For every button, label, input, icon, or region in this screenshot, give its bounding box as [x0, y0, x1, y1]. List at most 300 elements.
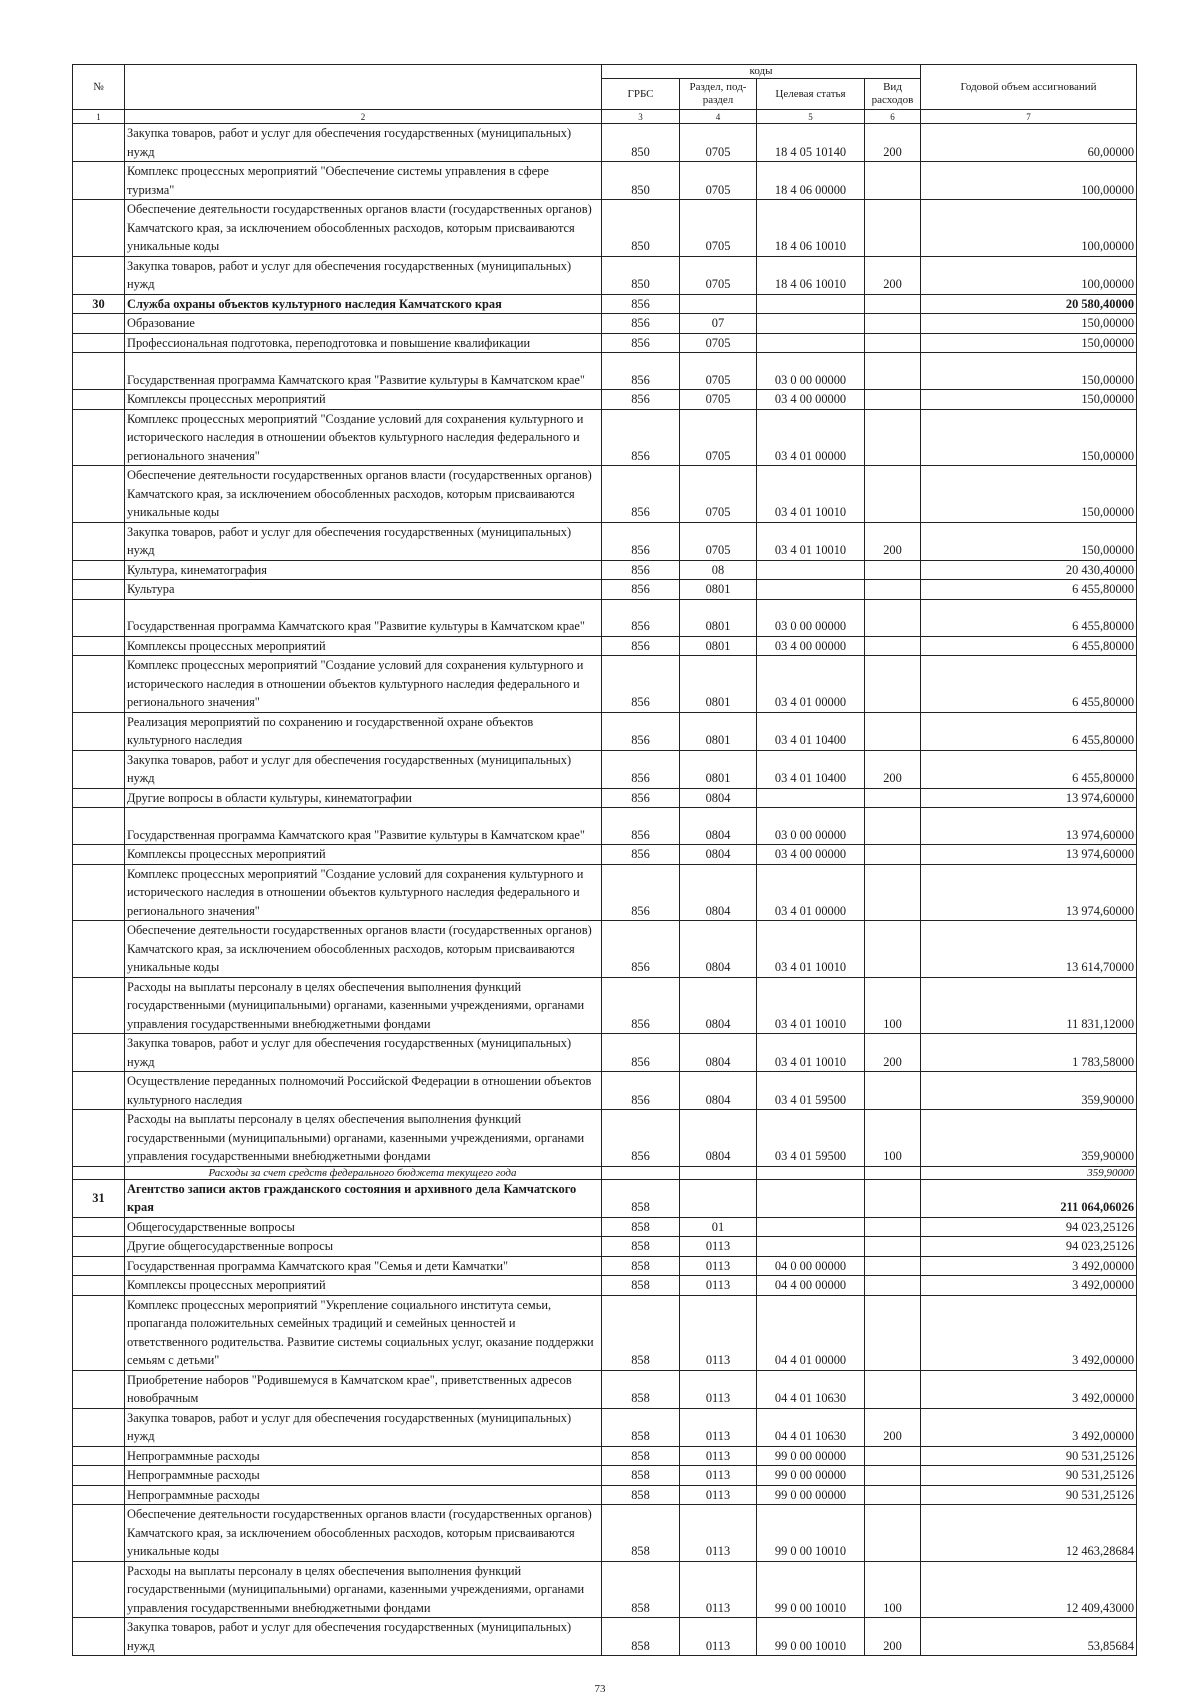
row-grbs: 856 — [602, 353, 680, 390]
table-row — [73, 1237, 1137, 1257]
table-row — [73, 712, 1137, 750]
row-expense-type — [865, 1217, 921, 1237]
row-target-article: 04 4 01 10630 — [757, 1370, 865, 1408]
row-expense-type: 200 — [865, 522, 921, 560]
row-name: Образование — [125, 314, 602, 334]
row-amount: 94 023,25126 — [921, 1217, 1137, 1237]
row-expense-type: 200 — [865, 1034, 921, 1072]
row-number — [73, 1446, 125, 1466]
row-name: Расходы на выплаты персоналу в целях обеспечения выполнения функций государственными (муниципальными) органами, казенными учреждениями, органами управления государственными внебюджетными фондами — [125, 1561, 602, 1618]
row-amount: 12 463,28684 — [921, 1505, 1137, 1562]
row-grbs: 856 — [602, 1110, 680, 1167]
row-grbs: 856 — [602, 580, 680, 600]
row-expense-type — [865, 1295, 921, 1370]
row-expense-type: 200 — [865, 1408, 921, 1446]
table-row — [73, 1408, 1137, 1446]
row-amount: 60,00000 — [921, 124, 1137, 162]
table-row — [73, 1256, 1137, 1276]
row-expense-type — [865, 845, 921, 865]
row-number — [73, 1505, 125, 1562]
header-expense-type: Вид расходов — [865, 79, 921, 110]
row-number — [73, 636, 125, 656]
row-grbs: 856 — [602, 314, 680, 334]
row-section: 0113 — [680, 1446, 757, 1466]
row-amount: 12 409,43000 — [921, 1561, 1137, 1618]
row-name: Закупка товаров, работ и услуг для обеспечения государственных (муниципальных) нужд — [125, 522, 602, 560]
row-section: 0801 — [680, 656, 757, 713]
row-amount: 90 531,25126 — [921, 1446, 1137, 1466]
row-section — [680, 1166, 757, 1179]
table-row — [73, 864, 1137, 921]
row-number — [73, 390, 125, 410]
table-row — [73, 353, 1137, 390]
table-row — [73, 750, 1137, 788]
row-grbs: 856 — [602, 788, 680, 808]
row-grbs: 856 — [602, 921, 680, 978]
row-name: Агентство записи актов гражданского состояния и архивного дела Камчатского края — [125, 1179, 602, 1217]
row-target-article — [757, 788, 865, 808]
table-row — [73, 1276, 1137, 1296]
row-amount: 150,00000 — [921, 466, 1137, 523]
row-amount: 150,00000 — [921, 390, 1137, 410]
row-number — [73, 314, 125, 334]
row-expense-type — [865, 636, 921, 656]
row-name: Непрограммные расходы — [125, 1466, 602, 1486]
row-target-article — [757, 1166, 865, 1179]
row-grbs: 850 — [602, 124, 680, 162]
table-row — [73, 788, 1137, 808]
row-grbs: 856 — [602, 599, 680, 636]
row-grbs: 856 — [602, 466, 680, 523]
row-section: 0113 — [680, 1485, 757, 1505]
table-row — [73, 1034, 1137, 1072]
row-amount: 6 455,80000 — [921, 656, 1137, 713]
row-grbs: 850 — [602, 256, 680, 294]
row-amount: 13 614,70000 — [921, 921, 1137, 978]
row-expense-type — [865, 1072, 921, 1110]
row-number — [73, 1166, 125, 1179]
row-amount: 11 831,12000 — [921, 977, 1137, 1034]
row-grbs: 856 — [602, 1034, 680, 1072]
row-section: 0705 — [680, 256, 757, 294]
table-body — [73, 124, 1137, 1656]
row-section: 01 — [680, 1217, 757, 1237]
row-grbs: 856 — [602, 656, 680, 713]
row-section: 0705 — [680, 522, 757, 560]
row-name: Закупка товаров, работ и услуг для обеспечения государственных (муниципальных) нужд — [125, 1034, 602, 1072]
row-number — [73, 353, 125, 390]
row-name: Закупка товаров, работ и услуг для обеспечения государственных (муниципальных) нужд — [125, 124, 602, 162]
row-name: Обеспечение деятельности государственных органов власти (государственных органов) Камчатского края, за исключением обособленных расходов, которым присваиваются уникальные коды — [125, 921, 602, 978]
row-target-article: 99 0 00 10010 — [757, 1561, 865, 1618]
row-amount: 100,00000 — [921, 256, 1137, 294]
row-name: Обеспечение деятельности государственных органов власти (государственных органов) Камчатского края, за исключением обособленных расходов, которым присваиваются уникальные коды — [125, 200, 602, 257]
row-expense-type — [865, 580, 921, 600]
row-name: Расходы на выплаты персоналу в целях обеспечения выполнения функций государственными (муниципальными) органами, казенными учреждениями, органами управления государственными внебюджетными фондами — [125, 977, 602, 1034]
row-target-article — [757, 333, 865, 353]
row-target-article: 03 4 01 10400 — [757, 750, 865, 788]
row-grbs: 856 — [602, 1072, 680, 1110]
row-name: Комплекс процессных мероприятий "Создание условий для сохранения культурного и исторического наследия в отношении объектов культурного наследия федерального и регионального значения" — [125, 656, 602, 713]
row-amount: 6 455,80000 — [921, 636, 1137, 656]
row-target-article — [757, 1237, 865, 1257]
row-target-article: 03 4 00 00000 — [757, 636, 865, 656]
row-target-article: 03 4 00 00000 — [757, 390, 865, 410]
row-amount: 3 492,00000 — [921, 1408, 1137, 1446]
row-target-article: 04 0 00 00000 — [757, 1256, 865, 1276]
row-expense-type — [865, 1485, 921, 1505]
row-section: 0705 — [680, 409, 757, 466]
row-number — [73, 1485, 125, 1505]
row-expense-type — [865, 1237, 921, 1257]
row-amount: 13 974,60000 — [921, 788, 1137, 808]
row-amount: 150,00000 — [921, 353, 1137, 390]
row-name: Закупка товаров, работ и услуг для обеспечения государственных (муниципальных) нужд — [125, 1618, 602, 1656]
row-section: 0113 — [680, 1276, 757, 1296]
row-number — [73, 124, 125, 162]
row-number — [73, 1466, 125, 1486]
table-row — [73, 1618, 1137, 1656]
table-row — [73, 560, 1137, 580]
row-number: 30 — [73, 294, 125, 314]
row-grbs: 856 — [602, 390, 680, 410]
row-grbs — [602, 1166, 680, 1179]
row-target-article — [757, 294, 865, 314]
row-section: 0113 — [680, 1370, 757, 1408]
row-amount: 3 492,00000 — [921, 1256, 1137, 1276]
row-amount: 150,00000 — [921, 522, 1137, 560]
row-grbs: 858 — [602, 1256, 680, 1276]
row-expense-type: 200 — [865, 124, 921, 162]
row-number — [73, 1110, 125, 1167]
row-name: Государственная программа Камчатского края "Развитие культуры в Камчатском крае" — [125, 353, 602, 390]
row-section: 0804 — [680, 1072, 757, 1110]
row-target-article: 99 0 00 10010 — [757, 1505, 865, 1562]
row-section: 0113 — [680, 1237, 757, 1257]
row-grbs: 850 — [602, 200, 680, 257]
row-target-article: 04 4 00 00000 — [757, 1276, 865, 1296]
row-section: 0801 — [680, 636, 757, 656]
row-number — [73, 1561, 125, 1618]
row-section: 0705 — [680, 390, 757, 410]
row-number — [73, 256, 125, 294]
row-target-article: 04 4 01 00000 — [757, 1295, 865, 1370]
row-amount: 13 974,60000 — [921, 864, 1137, 921]
row-amount: 6 455,80000 — [921, 580, 1137, 600]
row-target-article: 03 4 01 10010 — [757, 921, 865, 978]
table-row — [73, 1217, 1137, 1237]
row-grbs: 858 — [602, 1485, 680, 1505]
row-name: Другие вопросы в области культуры, кинематографии — [125, 788, 602, 808]
row-expense-type — [865, 200, 921, 257]
row-amount: 13 974,60000 — [921, 808, 1137, 845]
row-target-article: 18 4 06 10010 — [757, 200, 865, 257]
row-expense-type: 100 — [865, 1110, 921, 1167]
row-amount: 211 064,06026 — [921, 1179, 1137, 1217]
row-expense-type — [865, 314, 921, 334]
row-section: 07 — [680, 314, 757, 334]
row-target-article: 03 4 01 00000 — [757, 864, 865, 921]
row-name: Комплексы процессных мероприятий — [125, 636, 602, 656]
table-row — [73, 808, 1137, 845]
row-grbs: 856 — [602, 808, 680, 845]
row-target-article: 03 0 00 00000 — [757, 808, 865, 845]
table-row — [73, 1295, 1137, 1370]
row-expense-type — [865, 921, 921, 978]
row-name: Закупка товаров, работ и услуг для обеспечения государственных (муниципальных) нужд — [125, 1408, 602, 1446]
row-grbs: 856 — [602, 712, 680, 750]
row-number — [73, 977, 125, 1034]
row-target-article: 04 4 01 10630 — [757, 1408, 865, 1446]
row-section: 0804 — [680, 1110, 757, 1167]
row-expense-type: 200 — [865, 256, 921, 294]
row-expense-type — [865, 1370, 921, 1408]
row-grbs: 858 — [602, 1217, 680, 1237]
row-expense-type — [865, 333, 921, 353]
row-section: 0113 — [680, 1505, 757, 1562]
row-number — [73, 750, 125, 788]
row-section: 0113 — [680, 1408, 757, 1446]
row-number — [73, 921, 125, 978]
row-number — [73, 599, 125, 636]
row-grbs: 856 — [602, 864, 680, 921]
row-name: Государственная программа Камчатского края "Развитие культуры в Камчатском крае" — [125, 808, 602, 845]
row-expense-type — [865, 1505, 921, 1562]
row-expense-type: 200 — [865, 750, 921, 788]
row-number: 31 — [73, 1179, 125, 1217]
row-grbs: 856 — [602, 333, 680, 353]
row-section: 0804 — [680, 921, 757, 978]
row-amount: 13 974,60000 — [921, 845, 1137, 865]
row-expense-type — [865, 808, 921, 845]
table-row — [73, 1505, 1137, 1562]
row-section: 08 — [680, 560, 757, 580]
row-grbs: 856 — [602, 409, 680, 466]
row-amount: 359,90000 — [921, 1166, 1137, 1179]
row-target-article: 03 4 01 00000 — [757, 409, 865, 466]
row-number — [73, 1408, 125, 1446]
row-name: Комплексы процессных мероприятий — [125, 845, 602, 865]
row-section: 0705 — [680, 162, 757, 200]
table-row — [73, 256, 1137, 294]
table-row — [73, 845, 1137, 865]
row-number — [73, 466, 125, 523]
table-row — [73, 599, 1137, 636]
row-section: 0705 — [680, 333, 757, 353]
row-amount: 100,00000 — [921, 200, 1137, 257]
page-number: 73 — [594, 1683, 606, 1695]
row-amount: 3 492,00000 — [921, 1370, 1137, 1408]
column-number-label: 2 — [125, 110, 602, 124]
row-number — [73, 788, 125, 808]
table-row — [73, 636, 1137, 656]
row-section: 0801 — [680, 750, 757, 788]
row-expense-type — [865, 409, 921, 466]
row-name: Приобретение наборов "Родившемуся в Камчатском крае", приветственных адресов новобрачным — [125, 1370, 602, 1408]
row-amount: 3 492,00000 — [921, 1276, 1137, 1296]
row-grbs: 856 — [602, 845, 680, 865]
row-grbs: 858 — [602, 1505, 680, 1562]
row-grbs: 858 — [602, 1408, 680, 1446]
row-section: 0113 — [680, 1618, 757, 1656]
row-name: Непрограммные расходы — [125, 1446, 602, 1466]
row-amount: 6 455,80000 — [921, 599, 1137, 636]
table-header — [73, 65, 1137, 124]
row-expense-type: 100 — [865, 1561, 921, 1618]
row-name: Закупка товаров, работ и услуг для обеспечения государственных (муниципальных) нужд — [125, 256, 602, 294]
table-row — [73, 1072, 1137, 1110]
row-target-article: 18 4 06 10010 — [757, 256, 865, 294]
row-number — [73, 1276, 125, 1296]
row-name: Закупка товаров, работ и услуг для обеспечения государственных (муниципальных) нужд — [125, 750, 602, 788]
row-expense-type — [865, 1179, 921, 1217]
table-row — [73, 124, 1137, 162]
row-grbs: 858 — [602, 1370, 680, 1408]
table-row — [73, 1179, 1137, 1217]
column-number-label: 3 — [602, 110, 680, 124]
table-row — [73, 522, 1137, 560]
row-number — [73, 409, 125, 466]
row-amount: 359,90000 — [921, 1072, 1137, 1110]
row-section — [680, 1179, 757, 1217]
row-section: 0804 — [680, 788, 757, 808]
row-name: Реализация мероприятий по сохранению и государственной охране объектов культурного наследия — [125, 712, 602, 750]
row-target-article: 03 4 01 10010 — [757, 1034, 865, 1072]
row-target-article — [757, 314, 865, 334]
row-name: Комплекс процессных мероприятий "Создание условий для сохранения культурного и исторического наследия в отношении объектов культурного наследия федерального и регионального значения" — [125, 409, 602, 466]
row-name: Государственная программа Камчатского края "Семья и дети Камчатки" — [125, 1256, 602, 1276]
row-expense-type — [865, 864, 921, 921]
row-section: 0804 — [680, 864, 757, 921]
header-codes: коды — [602, 65, 921, 79]
row-name: Культура — [125, 580, 602, 600]
row-section: 0113 — [680, 1466, 757, 1486]
row-name: Расходы на выплаты персоналу в целях обеспечения выполнения функций государственными (муниципальными) органами, казенными учреждениями, органами управления государственными внебюджетными фондами — [125, 1110, 602, 1167]
row-grbs: 856 — [602, 636, 680, 656]
row-name: Комплекс процессных мероприятий "Создание условий для сохранения культурного и исторического наследия в отношении объектов культурного наследия федерального и регионального значения" — [125, 864, 602, 921]
row-number — [73, 580, 125, 600]
row-target-article: 03 4 01 59500 — [757, 1072, 865, 1110]
row-target-article: 99 0 00 00000 — [757, 1446, 865, 1466]
row-grbs: 858 — [602, 1179, 680, 1217]
row-name: Обеспечение деятельности государственных органов власти (государственных органов) Камчатского края, за исключением обособленных расходов, которым присваиваются уникальные коды — [125, 1505, 602, 1562]
row-target-article: 03 0 00 00000 — [757, 599, 865, 636]
row-number — [73, 1618, 125, 1656]
row-amount: 20 430,40000 — [921, 560, 1137, 580]
table-row — [73, 314, 1137, 334]
row-target-article: 03 4 01 00000 — [757, 656, 865, 713]
row-name: Непрограммные расходы — [125, 1485, 602, 1505]
column-number-label: 5 — [757, 110, 865, 124]
row-number — [73, 656, 125, 713]
row-number — [73, 200, 125, 257]
row-expense-type — [865, 712, 921, 750]
row-expense-type — [865, 162, 921, 200]
row-section: 0804 — [680, 808, 757, 845]
row-name: Другие общегосударственные вопросы — [125, 1237, 602, 1257]
row-section: 0113 — [680, 1295, 757, 1370]
header-target-article: Целевая статья — [757, 79, 865, 110]
row-grbs: 858 — [602, 1618, 680, 1656]
table-row — [73, 1561, 1137, 1618]
row-name: Профессиональная подготовка, переподготовка и повышение квалификации — [125, 333, 602, 353]
table-row — [73, 162, 1137, 200]
row-name: Комплекс процессных мероприятий "Обеспечение системы управления в сфере туризма" — [125, 162, 602, 200]
row-name: Служба охраны объектов культурного наследия Камчатского края — [125, 294, 602, 314]
table-row — [73, 1110, 1137, 1167]
header-annual-volume: Годовой объем ассигнований — [921, 65, 1137, 110]
table-row — [73, 294, 1137, 314]
row-amount: 20 580,40000 — [921, 294, 1137, 314]
row-grbs: 856 — [602, 294, 680, 314]
row-section: 0705 — [680, 466, 757, 523]
row-expense-type — [865, 656, 921, 713]
row-expense-type — [865, 560, 921, 580]
row-number — [73, 1034, 125, 1072]
row-name: Расходы за счет средств федерального бюджета текущего года — [125, 1166, 602, 1179]
row-expense-type — [865, 294, 921, 314]
header-section: Раздел, под-раздел — [680, 79, 757, 110]
row-number — [73, 162, 125, 200]
row-target-article: 03 4 01 10010 — [757, 466, 865, 523]
row-target-article — [757, 1217, 865, 1237]
row-expense-type — [865, 353, 921, 390]
table-row — [73, 921, 1137, 978]
table-row — [73, 409, 1137, 466]
row-expense-type — [865, 1166, 921, 1179]
row-target-article: 03 4 01 10010 — [757, 522, 865, 560]
row-grbs: 858 — [602, 1276, 680, 1296]
row-grbs: 858 — [602, 1237, 680, 1257]
table-row — [73, 1446, 1137, 1466]
row-number — [73, 845, 125, 865]
row-expense-type: 200 — [865, 1618, 921, 1656]
row-target-article — [757, 560, 865, 580]
table-row — [73, 656, 1137, 713]
row-section: 0804 — [680, 977, 757, 1034]
row-expense-type — [865, 1256, 921, 1276]
row-number — [73, 1295, 125, 1370]
row-number — [73, 1072, 125, 1110]
row-target-article: 03 4 00 00000 — [757, 845, 865, 865]
table-row — [73, 1485, 1137, 1505]
row-section: 0113 — [680, 1256, 757, 1276]
row-section: 0705 — [680, 353, 757, 390]
table-row — [73, 1166, 1137, 1179]
row-target-article — [757, 1179, 865, 1217]
row-grbs: 850 — [602, 162, 680, 200]
row-grbs: 856 — [602, 977, 680, 1034]
row-number — [73, 1370, 125, 1408]
row-amount: 150,00000 — [921, 409, 1137, 466]
table-row — [73, 333, 1137, 353]
row-amount: 6 455,80000 — [921, 750, 1137, 788]
row-section: 0801 — [680, 599, 757, 636]
header-number: № — [73, 65, 125, 110]
row-number — [73, 522, 125, 560]
budget-table — [72, 64, 1137, 1656]
table-row — [73, 1466, 1137, 1486]
row-section: 0705 — [680, 200, 757, 257]
row-amount: 53,85684 — [921, 1618, 1137, 1656]
row-grbs: 856 — [602, 560, 680, 580]
row-amount: 90 531,25126 — [921, 1466, 1137, 1486]
row-expense-type — [865, 466, 921, 523]
header-grbs: ГРБС — [602, 79, 680, 110]
row-name: Комплексы процессных мероприятий — [125, 1276, 602, 1296]
row-expense-type — [865, 1446, 921, 1466]
row-number — [73, 1217, 125, 1237]
